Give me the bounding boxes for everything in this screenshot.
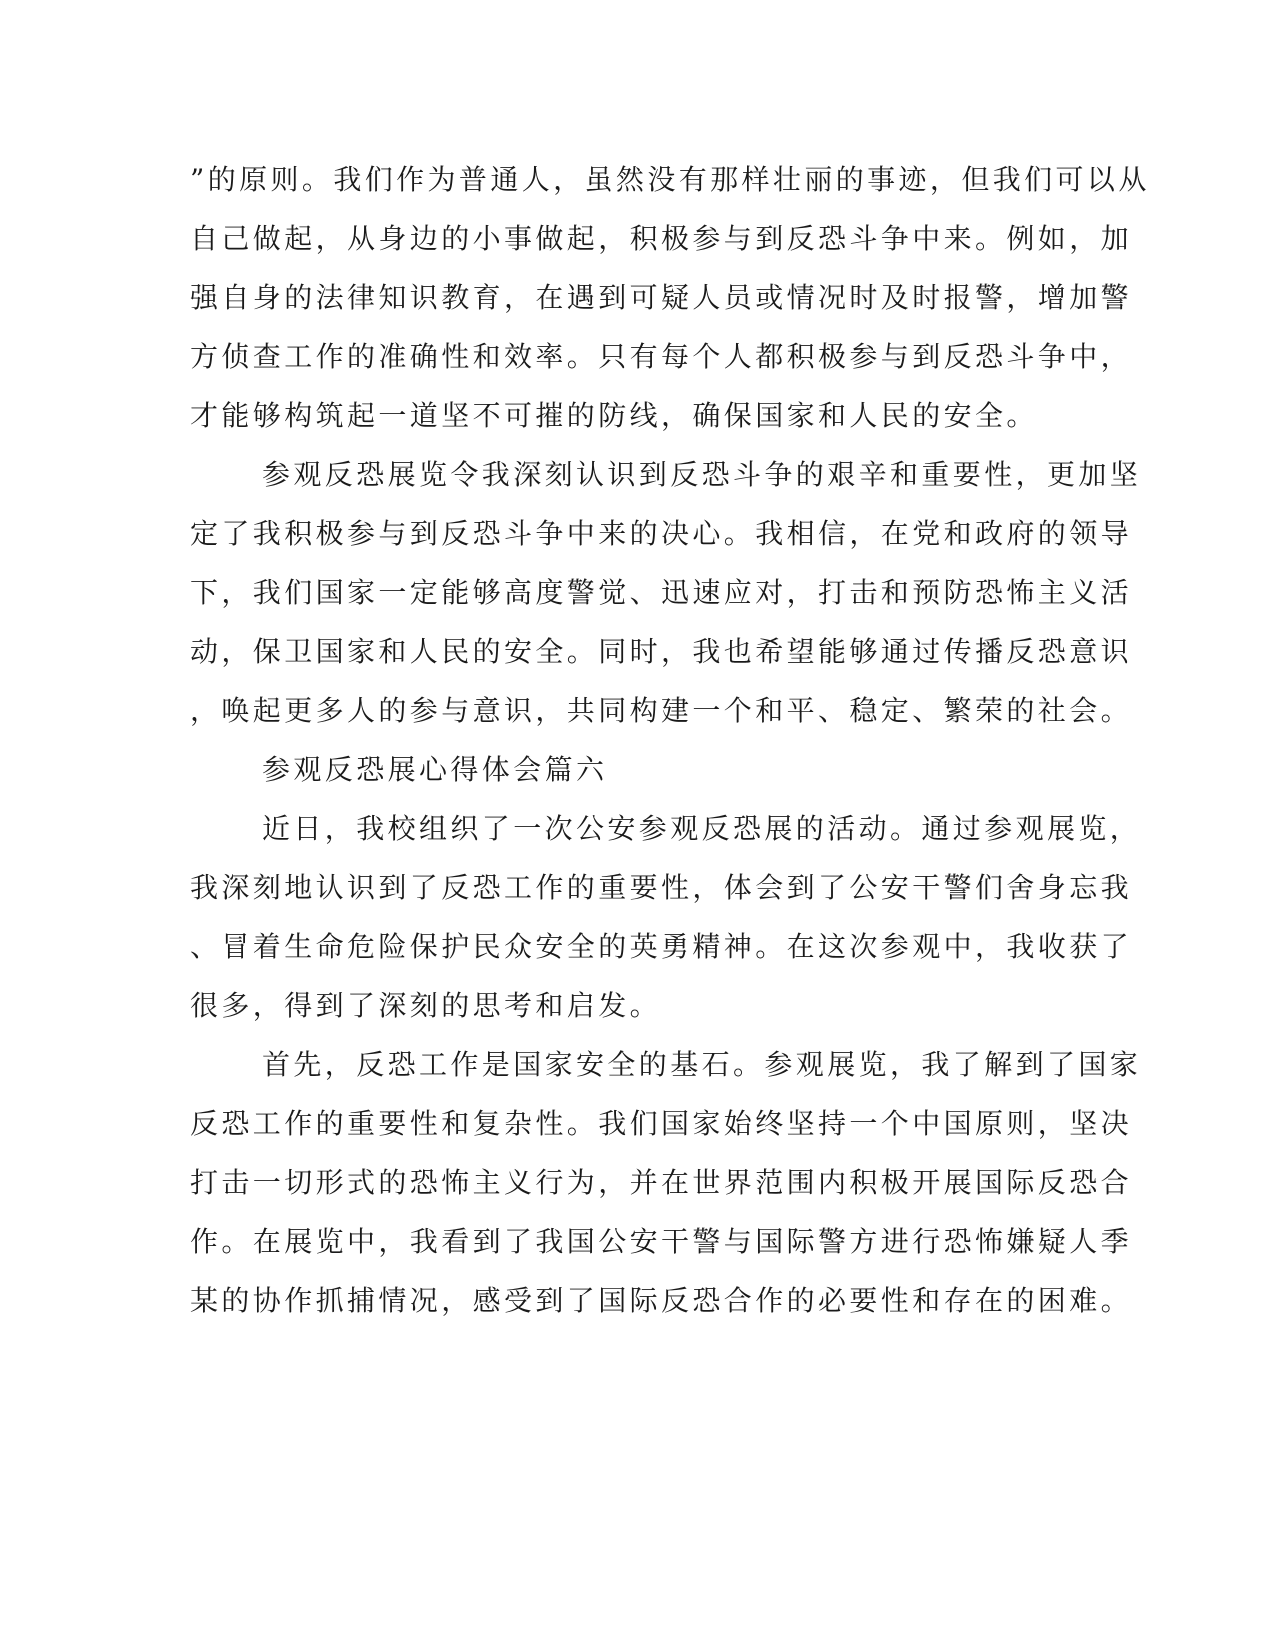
text-line: 方侦查工作的准确性和效率。只有每个人都积极参与到反恐斗争中， xyxy=(190,340,1133,373)
text-line: 强自身的法律知识教育，在遇到可疑人员或情况时及时报警，增加警 xyxy=(190,281,1133,314)
text-line: ”的原则。我们作为普通人，虽然没有那样壮丽的事迹，但我们可以从 xyxy=(190,163,1150,196)
text-line: 动，保卫国家和人民的安全。同时，我也希望能够通过传播反恐意识 xyxy=(190,635,1133,668)
text-line: 定了我积极参与到反恐斗争中来的决心。我相信，在党和政府的领导 xyxy=(190,517,1133,550)
text-line: 打击一切形式的恐怖主义行为，并在世界范围内积极开展国际反恐合 xyxy=(190,1166,1133,1199)
text-line: 我深刻地认识到了反恐工作的重要性，体会到了公安干警们舍身忘我 xyxy=(190,871,1133,904)
paragraph-start-line: 首先，反恐工作是国家安全的基石。参观展览，我了解到了国家 xyxy=(262,1048,1142,1081)
text-line: 自己做起，从身边的小事做起，积极参与到反恐斗争中来。例如，加 xyxy=(190,222,1133,255)
paragraph-start-line: 参观反恐展览令我深刻认识到反恐斗争的艰辛和重要性，更加坚 xyxy=(262,458,1142,491)
text-line: ，唤起更多人的参与意识，共同构建一个和平、稳定、繁荣的社会。 xyxy=(190,694,1133,727)
text-line: 很多，得到了深刻的思考和启发。 xyxy=(190,989,662,1022)
text-line: 某的协作抓捕情况，感受到了国际反恐合作的必要性和存在的困难。 xyxy=(190,1284,1133,1317)
text-line: 、冒着生命危险保护民众安全的英勇精神。在这次参观中，我收获了 xyxy=(190,930,1133,963)
text-line: 作。在展览中，我看到了我国公安干警与国际警方进行恐怖嫌疑人季 xyxy=(190,1225,1133,1258)
text-line: 反恐工作的重要性和复杂性。我们国家始终坚持一个中国原则，坚决 xyxy=(190,1107,1133,1140)
text-line: 下，我们国家一定能够高度警觉、迅速应对，打击和预防恐怖主义活 xyxy=(190,576,1133,609)
text-line: 才能够构筑起一道坚不可摧的防线，确保国家和人民的安全。 xyxy=(190,399,1038,432)
paragraph-start-line: 近日，我校组织了一次公安参观反恐展的活动。通过参观展览， xyxy=(262,812,1142,845)
section-heading: 参观反恐展心得体会篇六 xyxy=(262,753,608,786)
